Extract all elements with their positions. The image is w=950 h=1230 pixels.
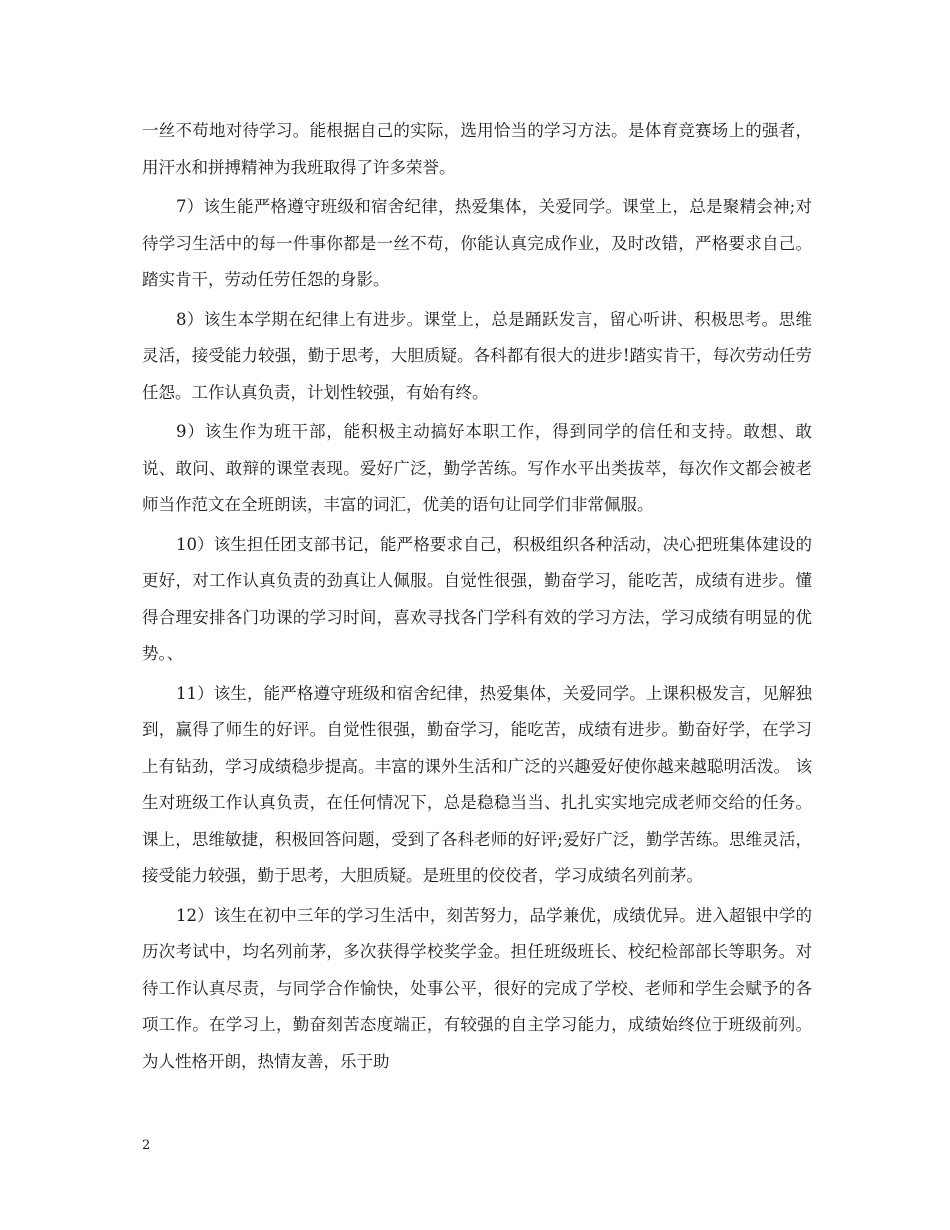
body-text <box>142 113 812 1080</box>
paragraph-item-7: 7）该生能严格遵守班级和宿舍纪律，热爱集体，关爱同学。课堂上，总是聚精会神;对待学习生活中的每一件事你都是一丝不苟，你能认真完成作业，及时改错，严格要求自己。踏实肯干，劳动任劳任怨的身影。 <box>142 197 812 289</box>
paragraph-item-11: 11）该生，能严格遵守班级和宿舍纪律，热爱集体，关爱同学。上课积极发言，见解独到，赢得了师生的好评。自觉性很强，勤奋学习，能吃苦，成绩有进步。勤奋好学，在学习上有钻劲，学习成绩稳步提高。丰富的课外生活和广泛的兴趣爱好使你越来越聪明活泼。 该生对班级工作认真负责，在任何情况下，总是稳稳当当、扎扎实实地完成老师交给的任务。课上，思维敏捷，积极回答问题，受到了各科老师的好评;爱好广泛，勤学苦练。思维灵活，接受能力较强，勤于思考，大胆质疑。是班里的佼佼者，学习成绩名列前茅。 <box>142 683 812 885</box>
paragraph-item-9: 9）该生作为班干部，能积极主动搞好本职工作，得到同学的信任和支持。敢想、敢说、敢问、敢辩的课堂表现。爱好广泛，勤学苦练。写作水平出类拔萃，每次作文都会被老师当作范文在全班朗读，丰富的词汇，优美的语句让同学们非常佩服。 <box>142 422 812 514</box>
paragraph-item-8: 8）该生本学期在纪律上有进步。课堂上，总是踊跃发言，留心听讲、积极思考。思维灵活，接受能力较强，勤于思考，大胆质疑。各科都有很大的进步!踏实肯干，每次劳动任劳任怨。工作认真负责，计划性较强，有始有终。 <box>142 309 812 402</box>
paragraph-item-12: 12）该生在初中三年的学习生活中，刻苦努力，品学兼优，成绩优异。进入超银中学的历次考试中，均名列前茅，多次获得学校奖学金。担任班级班长、校纪检部部长等职务。对待工作认真尽责，与同学合作愉快，处事公平，很好的完成了学校、老师和学生会赋予的各项工作。在学习上，勤奋刻苦态度端正，有较强的自主学习能力，成绩始终位于班级前列。为人性格开朗，热情友善，乐于助 <box>142 905 812 1071</box>
page-number: 2 <box>142 1138 151 1153</box>
paragraph-continuation: 一丝不苟地对待学习。能根据自己的实际，选用恰当的学习方法。是体育竞赛场上的强者，用汗水和拼搏精神为我班取得了许多荣誉。 <box>142 121 812 177</box>
paragraph-item-10: 10）该生担任团支部书记，能严格要求自己，积极组织各种活动，决心把班集体建设的更好，对工作认真负责的劲真让人佩服。自觉性很强，勤奋学习，能吃苦，成绩有进步。懂得合理安排各门功课的学习时间，喜欢寻找各门学科有效的学习方法，学习成绩有明显的优势。、 <box>142 534 812 663</box>
